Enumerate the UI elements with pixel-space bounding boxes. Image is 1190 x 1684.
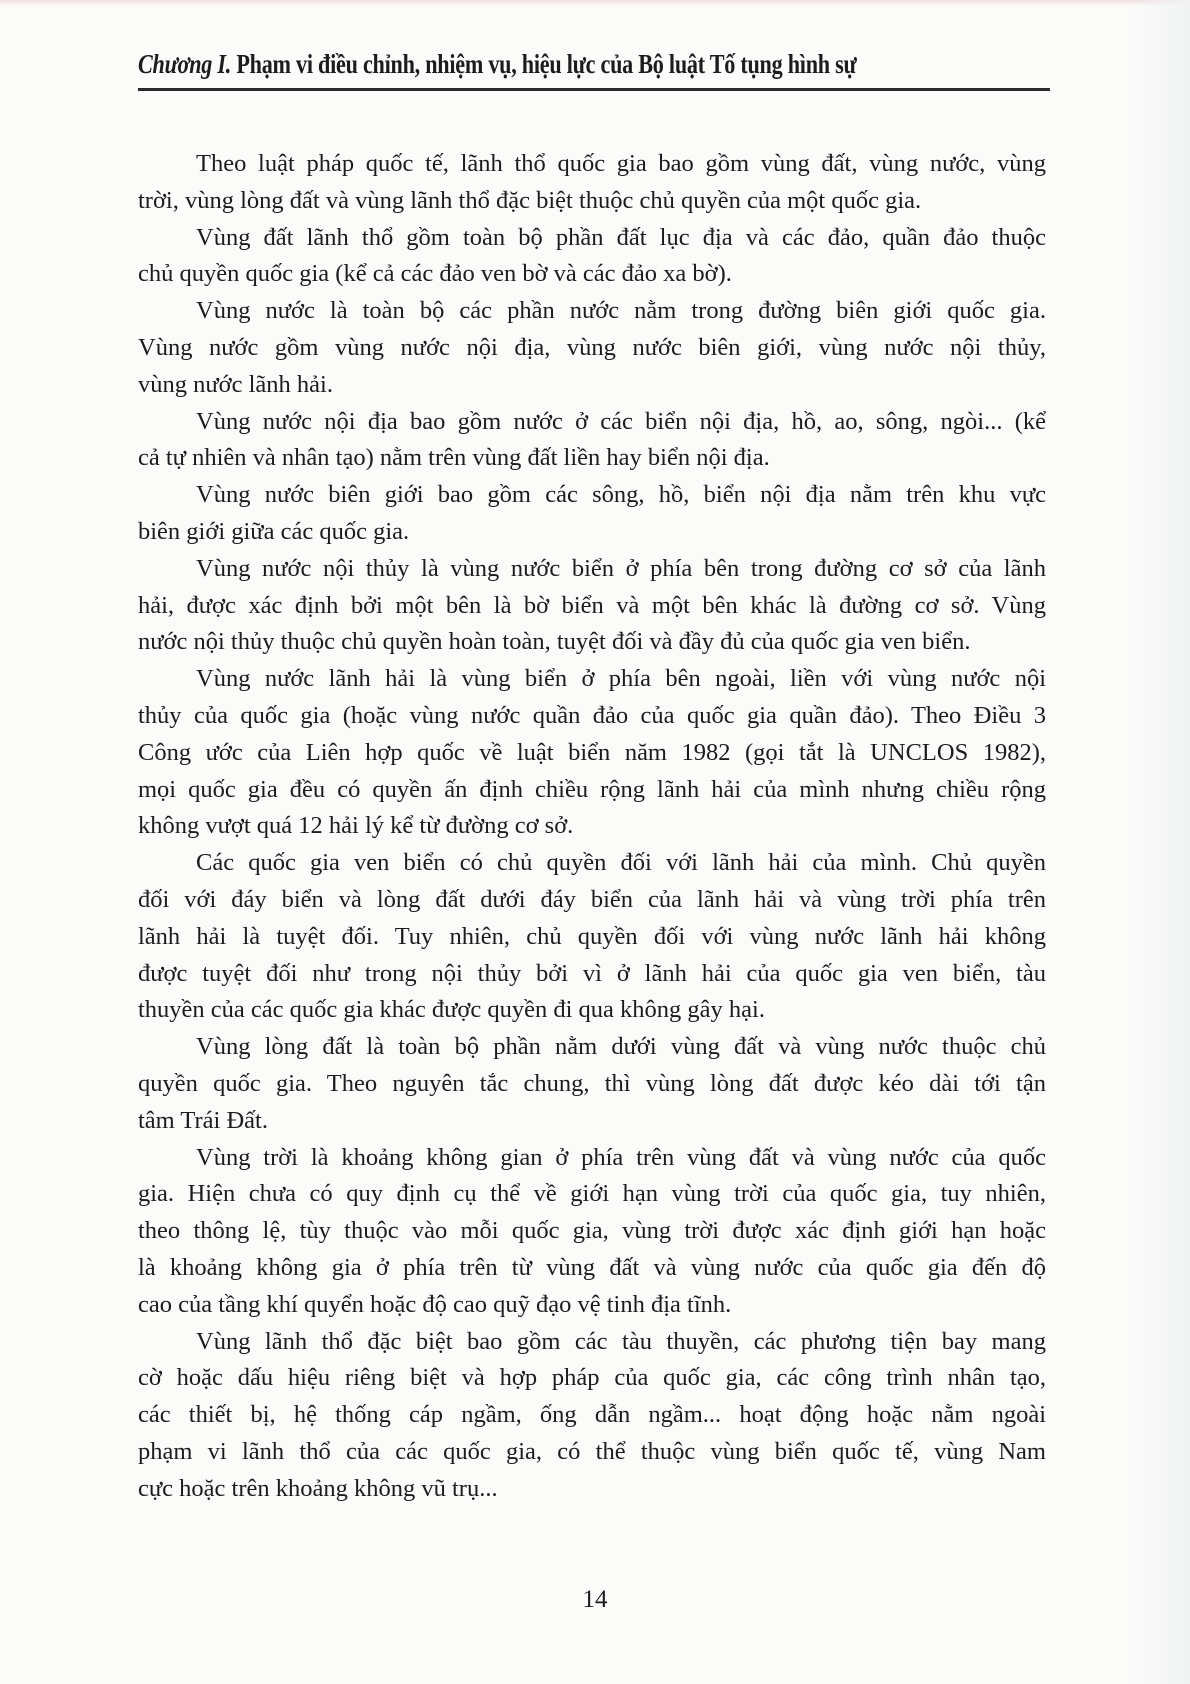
text-line: Vùng nước nội thủy là vùng nước biển ở phía bên trong đường cơ sở của lãnh — [196, 554, 1046, 582]
text-line: Công ước của Liên hợp quốc về luật biển năm 1982 (gọi tắt là UNCLOS 1982), — [138, 738, 1046, 766]
scan-top-edge — [0, 0, 1190, 6]
text-line: Vùng trời là khoảng không gian ở phía trên vùng đất và vùng nước của quốc — [196, 1143, 1046, 1171]
page-number: 14 — [582, 1586, 608, 1613]
header-divider — [138, 88, 1050, 91]
text-line: Vùng lòng đất là toàn bộ phần nằm dưới vùng đất và vùng nước thuộc chủ — [196, 1033, 1046, 1061]
paragraph — [138, 220, 1046, 294]
chapter-label: Chương I. — [138, 49, 232, 79]
chapter-title: Phạm vi điều chỉnh, nhiệm vụ, hiệu lực của Bộ luật Tố tụng hình sự — [236, 49, 857, 79]
text-line: thủy của quốc gia (hoặc vùng nước quần đảo của quốc gia quần đảo). Theo Điều 3 — [138, 701, 1046, 729]
paragraph — [138, 1324, 1046, 1508]
paragraph — [138, 293, 1046, 403]
text-line: biên giới giữa các quốc gia. — [138, 517, 410, 545]
text-line: Vùng nước nội địa bao gồm nước ở các biển nội địa, hồ, ao, sông, ngòi... (kể — [196, 407, 1046, 435]
text-line: nước nội thủy thuộc chủ quyền hoàn toàn, tuyệt đối và đầy đủ của quốc gia ven biển. — [138, 628, 971, 656]
text-line: Vùng nước biên giới bao gồm các sông, hồ, biển nội địa nằm trên khu vực — [196, 481, 1046, 509]
paragraph — [138, 404, 1046, 478]
text-line: hải, được xác định bởi một bên là bờ biển và một bên khác là đường cơ sở. Vùng — [138, 591, 1046, 619]
text-line: mọi quốc gia đều có quyền ấn định chiều rộng lãnh hải của mình nhưng chiều rộng — [138, 775, 1046, 803]
text-line: Vùng nước lãnh hải là vùng biển ở phía bên ngoài, liền với vùng nước nội — [196, 665, 1046, 693]
running-header — [138, 48, 886, 80]
text-line: không vượt quá 12 hải lý kể từ đường cơ sở. — [138, 812, 574, 840]
body-text — [138, 146, 1046, 1507]
text-line: cao của tầng khí quyển hoặc độ cao quỹ đạo vệ tinh địa tĩnh. — [138, 1290, 732, 1318]
text-line: Vùng lãnh thổ đặc biệt bao gồm các tàu thuyền, các phương tiện bay mang — [196, 1327, 1046, 1355]
paragraph — [138, 845, 1046, 1029]
text-line: thuyền của các quốc gia khác được quyền đi qua không gây hại. — [138, 996, 765, 1024]
text-line: Vùng đất lãnh thổ gồm toàn bộ phần đất lục địa và các đảo, quần đảo thuộc — [196, 223, 1046, 251]
paragraph — [138, 1140, 1046, 1324]
text-line: phạm vi lãnh thổ của các quốc gia, có thể thuộc vùng biển quốc tế, vùng Nam — [138, 1437, 1046, 1465]
paragraph — [138, 477, 1046, 551]
text-line: được tuyệt đối như trong nội thủy bởi vì ở lãnh hải của quốc gia ven biển, tàu — [138, 959, 1046, 987]
text-line: quyền quốc gia. Theo nguyên tắc chung, thì vùng lòng đất được kéo dài tới tận — [138, 1069, 1046, 1097]
paragraph — [138, 146, 1046, 220]
text-line: các thiết bị, hệ thống cáp ngầm, ống dẫn ngầm... hoạt động hoặc nằm ngoài — [138, 1401, 1046, 1429]
scan-right-edge — [1130, 0, 1190, 1684]
text-line: Vùng nước là toàn bộ các phần nước nằm trong đường biên giới quốc gia. — [196, 297, 1046, 325]
text-line: theo thông lệ, tùy thuộc vào mỗi quốc gia, vùng trời được xác định giới hạn hoặc — [138, 1217, 1046, 1245]
text-line: cờ hoặc dấu hiệu riêng biệt và hợp pháp của quốc gia, các công trình nhân tạo, — [138, 1364, 1046, 1392]
text-line: gia. Hiện chưa có quy định cụ thể về giới hạn vùng trời của quốc gia, tuy nhiên, — [138, 1180, 1046, 1208]
text-line: trời, vùng lòng đất và vùng lãnh thổ đặc biệt thuộc chủ quyền của một quốc gia. — [138, 186, 922, 214]
text-line: Theo luật pháp quốc tế, lãnh thổ quốc gia bao gồm vùng đất, vùng nước, vùng — [196, 150, 1046, 177]
text-line: cực hoặc trên khoảng không vũ trụ... — [138, 1474, 498, 1502]
text-line: chủ quyền quốc gia (kể cả các đảo ven bờ và các đảo xa bờ). — [138, 260, 732, 288]
text-line: Các quốc gia ven biển có chủ quyền đối với lãnh hải của mình. Chủ quyền — [196, 849, 1046, 877]
text-line: là khoảng không gia ở phía trên từ vùng đất và vùng nước của quốc gia đến độ — [138, 1253, 1046, 1281]
paragraph — [138, 1029, 1046, 1139]
text-line: lãnh hải là tuyệt đối. Tuy nhiên, chủ quyền đối với vùng nước lãnh hải không — [138, 922, 1046, 950]
text-line: vùng nước lãnh hải. — [138, 370, 333, 398]
paragraph — [138, 661, 1046, 845]
text-line: Vùng nước gồm vùng nước nội địa, vùng nước biên giới, vùng nước nội thủy, — [138, 333, 1046, 361]
text-line: tâm Trái Đất. — [138, 1106, 268, 1134]
paragraph — [138, 551, 1046, 661]
text-line: đối với đáy biển và lòng đất dưới đáy biển của lãnh hải và vùng trời phía trên — [138, 885, 1046, 913]
text-line: cả tự nhiên và nhân tạo) nằm trên vùng đất liền hay biển nội địa. — [138, 444, 770, 472]
